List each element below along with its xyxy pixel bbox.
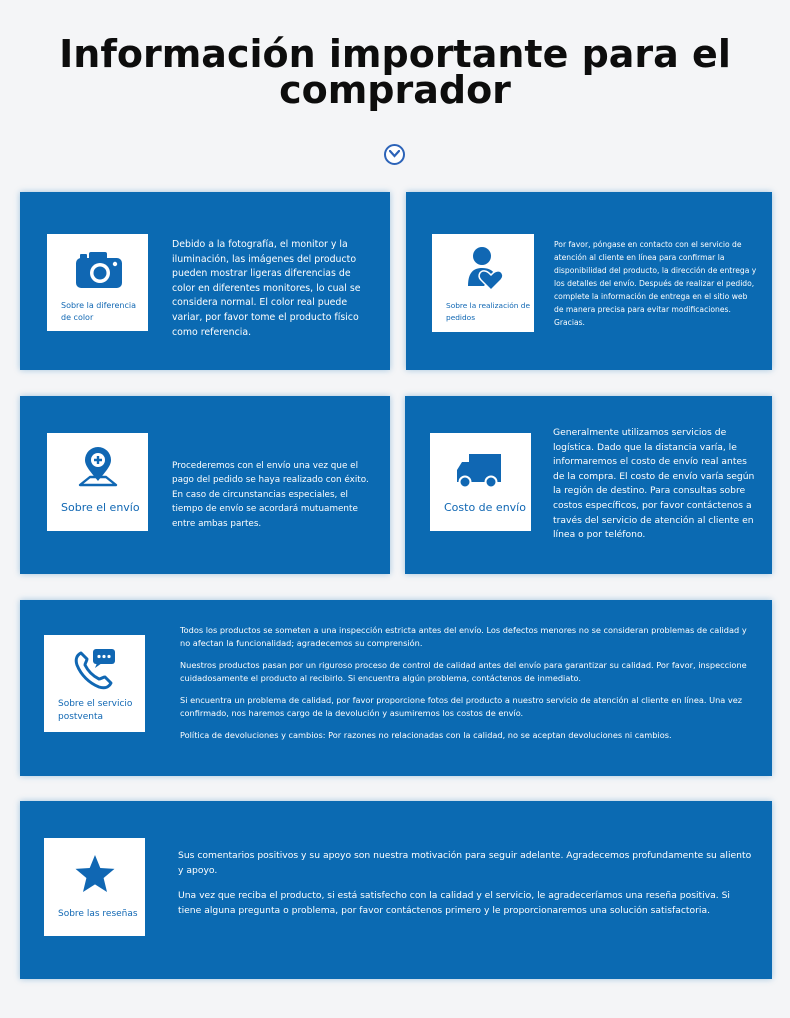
after-sales-paragraph: Política de devoluciones y cambios: Por razones no relacionadas con la calidad, no se aceptan devoluciones ni cambios. bbox=[180, 730, 672, 740]
reviews-paragraph: Sus comentarios positivos y su apoyo son nuestra motivación para seguir adelante. Agradecemos profundamente su aliento y apoyo. bbox=[178, 850, 752, 876]
person-heart-icon bbox=[466, 246, 504, 292]
star-icon bbox=[74, 854, 116, 894]
after-sales-paragraph: Nuestros productos pasan por un riguroso proceso de control de calidad antes del envío para garantizar su calidad. Por favor, inspeccione cuidadosamente el producto al recibirlo. Si encuentra algún problema, contáctenos de inmediato. bbox=[180, 660, 747, 683]
chevron-down-icon[interactable] bbox=[384, 144, 405, 165]
shipping-icon-box bbox=[47, 433, 148, 531]
shipping-card bbox=[20, 396, 390, 574]
orders-card bbox=[406, 192, 772, 370]
color-difference-card bbox=[20, 192, 390, 370]
camera-icon bbox=[74, 250, 124, 290]
reviews-text bbox=[178, 848, 752, 927]
shipping-cost-text: Generalmente utilizamos servicios de logística. Dado que la distancia varía, le informaremos el costo de envío real antes de la compra. El costo de envío varía según la región de destino. Para consultas sobre costos específicos, por favor contáctenos a través del servicio de atención al cliente en línea o por teléfono. bbox=[553, 427, 755, 541]
reviews-icon-box bbox=[44, 838, 145, 936]
reviews-label: Sobre las reseñas bbox=[58, 909, 138, 919]
orders-text: Por favor, póngase en contacto con el servicio de atención al cliente en línea para confirmar la disponibilidad del producto, la dirección de entrega y los detalles del envío. Después de realizar el pedido, complete la información de entrega en el sitio web de manera precisa para evitar modificaciones. Gracias. bbox=[554, 240, 757, 327]
truck-icon bbox=[455, 452, 503, 490]
shipping-cost-label: Costo de envío bbox=[444, 501, 526, 514]
orders-icon-box bbox=[432, 234, 534, 332]
reviews-card bbox=[20, 801, 772, 979]
color-difference-label: Sobre la diferencia de color bbox=[61, 301, 136, 322]
after-sales-card bbox=[20, 600, 772, 776]
page-title: Información importante para el comprador bbox=[59, 32, 731, 112]
shipping-cost-card bbox=[405, 396, 772, 574]
phone-chat-icon bbox=[73, 647, 117, 691]
shipping-cost-icon-box bbox=[430, 433, 531, 531]
after-sales-text bbox=[180, 624, 752, 751]
color-difference-icon-box bbox=[47, 234, 148, 331]
location-map-icon bbox=[78, 447, 118, 489]
after-sales-label: Sobre el servicio postventa bbox=[58, 699, 133, 722]
color-difference-text: Debido a la fotografía, el monitor y la iluminación, las imágenes del producto pueden mostrar ligeras diferencias de color en diferentes monitores, lo cual se considera normal. El color real puede variar, por favor tome el producto físico como referencia. bbox=[172, 239, 361, 338]
after-sales-paragraph: Si encuentra un problema de calidad, por favor proporcione fotos del producto a nuestro servicio de atención al cliente en línea. Una vez confirmado, nos haremos cargo de la devolución y asumiremos los costos de envío. bbox=[180, 695, 743, 718]
orders-label: Sobre la realización de pedidos bbox=[446, 301, 530, 322]
after-sales-icon-box bbox=[44, 635, 145, 732]
after-sales-paragraph: Todos los productos se someten a una inspección estricta antes del envío. Los defectos menores no se consideran problemas de calidad y no afectan la funcionalidad; agradecemos su comprensión. bbox=[180, 625, 747, 648]
reviews-paragraph: Una vez que reciba el producto, si está satisfecho con la calidad y el servicio, le agradeceríamos una reseña positiva. Si tiene alguna pregunta o problema, por favor contáctenos primero y le proporcionaremos una solución satisfactoria. bbox=[178, 890, 730, 916]
shipping-label: Sobre el envío bbox=[61, 501, 140, 514]
shipping-text: Procederemos con el envío una vez que el pago del pedido se haya realizado con éxito. En caso de circunstancias especiales, el tiempo de envío se acordará mutuamente entre ambas partes. bbox=[172, 461, 369, 529]
